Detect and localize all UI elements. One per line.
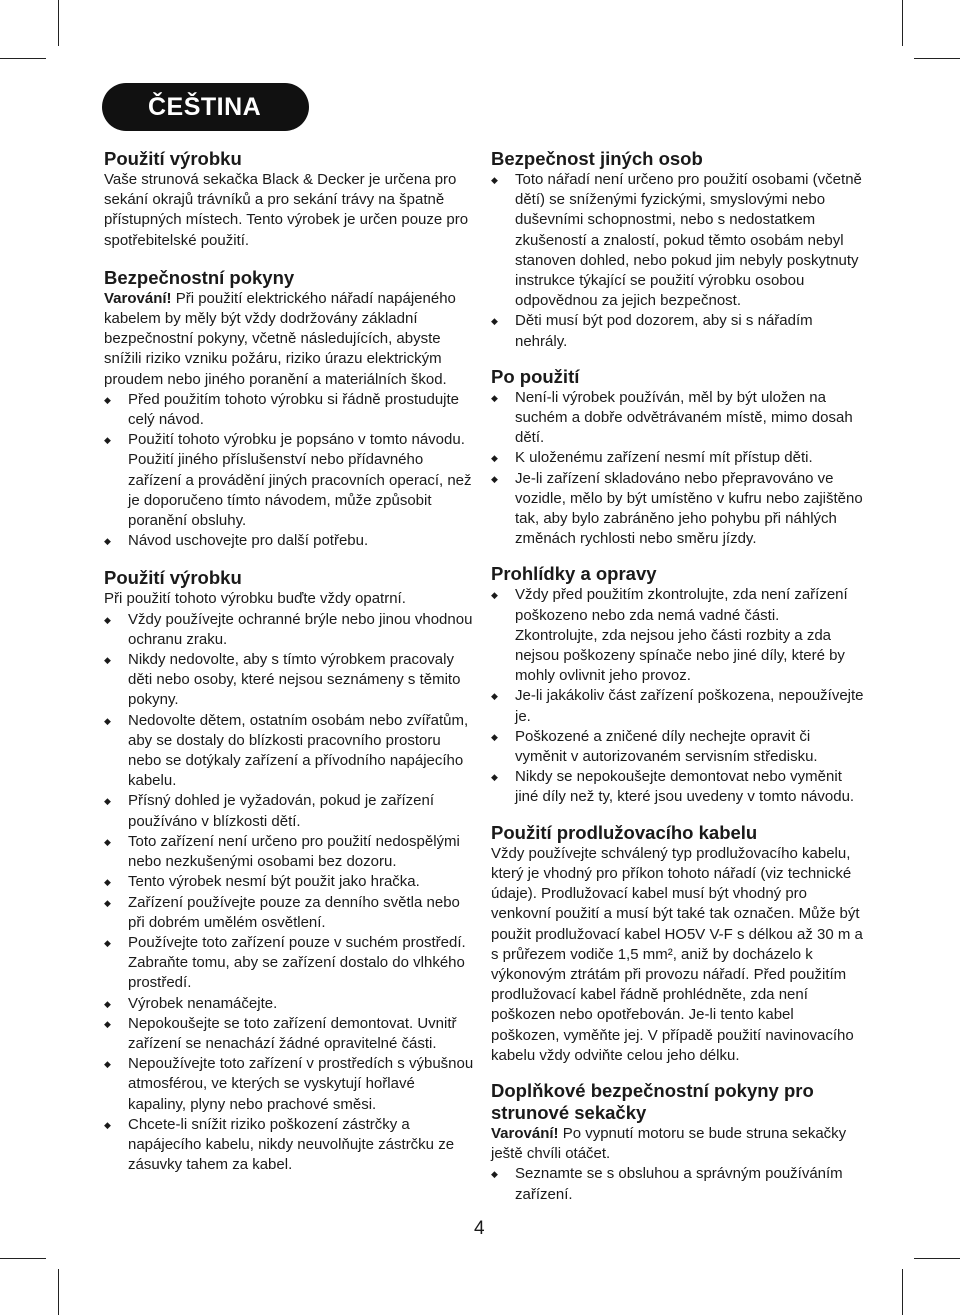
list-item: ◆ Zařízení používejte pouze za denního světla nebo při dobrém umělém osvětlení.	[104, 893, 474, 933]
crop-mark	[902, 1269, 903, 1315]
list-item: ◆ Nepokoušejte se toto zařízení demontovat. Uvnitř zařízení se nenachází žádné opravitelné části.	[104, 1014, 474, 1054]
warning-label: Varování!	[491, 1124, 559, 1142]
section-text: Vaše strunová sekačka Black & Decker je určena pro sekání okrajů trávníků a pro sekání trávy na špatně přístupných místech. Tento výrobek je určen pouze pro spotřebitelské použití.	[104, 171, 469, 249]
crop-mark	[0, 58, 46, 59]
crop-mark	[0, 1258, 46, 1259]
section-heading: Prohlídky a opravy	[491, 563, 657, 585]
list-item: ◆ Toto nářadí není určeno pro použití osobami (včetně dětí) se sníženými fyzickými, smyslovými nebo duševními schopnostmi, nebo s nedostatkem zkušeností a znalostí, pokud těmto osobám nebyl stanoven dohled, nebo pokud jim nebyly poskytnuty instrukce týkající se použití výrobku osobou odpovědnou za jejich bezpečnost.	[491, 170, 866, 311]
crop-mark	[58, 1269, 59, 1315]
left-column	[104, 148, 474, 1175]
bullet-list	[491, 170, 866, 352]
list-item: ◆ Vždy před použitím zkontrolujte, zda není zařízení poškozeno nebo zda nemá vadné části. Zkontrolujte, zda nejsou jeho části rozbity a zda nejsou poškozeny spínače nebo jiné díly, které by mohly ovlivnit jeho provoz.	[491, 585, 866, 686]
list-item: ◆ Před použitím tohoto výrobku si řádně prostudujte celý návod.	[104, 390, 474, 430]
list-item: ◆ Je-li jakákoliv část zařízení poškozena, nepoužívejte je.	[491, 686, 866, 726]
list-item: ◆ Nedovolte dětem, ostatním osobám nebo zvířatům, aby se dostaly do blízkosti pracovního prostoru nebo se dotýkaly zařízení a přívodního napájecího kabelu.	[104, 711, 474, 792]
bullet-list	[104, 390, 474, 552]
list-item: ◆ Chcete-li snížit riziko poškození zástrčky a napájecího kabelu, nikdy neuvolňujte zástrčku ze zásuvky tahem za kabel.	[104, 1115, 474, 1176]
list-item: ◆ Je-li zařízení skladováno nebo přepravováno ve vozidle, mělo by být umístěno v kufru nebo zajištěno tak, aby bylo zabráněno jeho pohybu při náhlých změnách rychlosti nebo směru jízdy.	[491, 469, 866, 550]
list-item: ◆ Nikdy se nepokoušejte demontovat nebo vyměnit jiné díly než ty, které jsou uvedeny v tomto návodu.	[491, 767, 866, 807]
list-item: ◆ Toto zařízení není určeno pro použití nedospělými nebo nezkušenými osobami bez dozoru.	[104, 832, 474, 872]
section-intro: Při použití tohoto výrobku buďte vždy opatrní.	[104, 590, 406, 608]
warning-label: Varování!	[104, 289, 172, 307]
list-item: ◆ Používejte toto zařízení pouze v suchém prostředí. Zabraňte tomu, aby se zařízení dostalo do vlhkého prostředí.	[104, 933, 474, 994]
bullet-list	[491, 585, 866, 807]
list-item: ◆ Použití tohoto výrobku je popsáno v tomto návodu. Použití jiného příslušenství nebo přídavného zařízení a provádění jiných pracovních operací, než je doporučeno tímto návodem, může způsobit poranění obsluhy.	[104, 430, 474, 531]
bullet-list	[491, 1164, 866, 1204]
list-item: ◆ Nepoužívejte toto zařízení v prostředích s výbušnou atmosférou, ve kterých se vyskytují hořlavé kapaliny, plyny nebo prachové směsi.	[104, 1054, 474, 1115]
list-item: ◆ K uloženému zařízení nesmí mít přístup děti.	[491, 448, 866, 468]
list-item: ◆ Tento výrobek nesmí být použit jako hračka.	[104, 872, 474, 892]
list-item: ◆ Nikdy nedovolte, aby s tímto výrobkem pracovaly děti nebo osoby, které nejsou seznámeny s těmito pokyny.	[104, 650, 474, 711]
list-item: ◆ Poškozené a zničené díly nechejte opravit či vyměnit v autorizovaném servisním středisku.	[491, 727, 866, 767]
right-column	[491, 148, 866, 1205]
section-heading: Bezpečnost jiných osob	[491, 148, 703, 169]
crop-mark	[58, 0, 59, 46]
crop-mark	[902, 0, 903, 46]
page-number: 4	[474, 1218, 485, 1239]
section-heading: Doplňkové bezpečnostní pokyny pro strunové sekačky	[491, 1079, 814, 1123]
list-item: ◆ Přísný dohled je vyžadován, pokud je zařízení používáno v blízkosti dětí.	[104, 791, 474, 831]
language-label: ČEŠTINA	[102, 83, 309, 131]
section-heading: Použití výrobku	[104, 148, 242, 169]
warning-paragraph	[491, 1124, 866, 1164]
list-item: ◆ Děti musí být pod dozorem, aby si s nářadím nehrály.	[491, 311, 866, 351]
bullet-list	[491, 388, 866, 550]
list-item: ◆ Návod uschovejte pro další potřebu.	[104, 531, 474, 551]
crop-mark	[914, 58, 960, 59]
list-item: ◆ Seznamte se s obsluhou a správným používáním zařízení.	[491, 1164, 866, 1204]
section-text: Vždy používejte schválený typ prodlužovacího kabelu, který je vhodný pro příkon tohoto nářadí (viz technické údaje). Prodlužovací kabel musí být vhodný pro venkovní použití a musí být také tak označen. Může být použit prodlužovací kabel HO5V V-F s délkou až 30 m a s průřezem vodiče 1,5 mm², aniž by docházelo k výkonovým ztrátám při provozu nářadí. Před použitím prodlužovací kabel řádně prohlédněte, zda není poškozen nebo opotřebován. Je-li tento kabel poškozen, vyměňte jej. V případě použití navinovacího kabelu vždy odviňte celou jeho délku.	[491, 844, 863, 1064]
list-item: ◆ Výrobek nenamáčejte.	[104, 994, 474, 1014]
section-heading: Použití výrobku	[104, 567, 242, 589]
warning-text: Při použití elektrického nářadí napájeného kabelem by měly být vždy dodržovány základní bezpečnostní pokyny, včetně následujících, abyste snížili riziko vzniku požáru, riziko úrazu elektrickým proudem nebo jiného poranění a materiálních škod.	[104, 289, 456, 388]
crop-mark	[914, 1258, 960, 1259]
section-heading: Použití prodlužovacího kabelu	[491, 821, 758, 843]
bullet-list	[104, 610, 474, 1176]
section-heading: Bezpečnostní pokyny	[104, 266, 295, 288]
section-heading: Po použití	[491, 365, 580, 387]
warning-paragraph	[104, 289, 474, 390]
list-item: ◆ Vždy používejte ochranné brýle nebo jinou vhodnou ochranu zraku.	[104, 610, 474, 650]
warning-text: Po vypnutí motoru se bude struna sekačky ještě chvíli otáčet.	[491, 1124, 847, 1163]
list-item: ◆ Není-li výrobek používán, měl by být uložen na suchém a dobře odvětrávaném místě, mimo dosah dětí.	[491, 388, 866, 449]
